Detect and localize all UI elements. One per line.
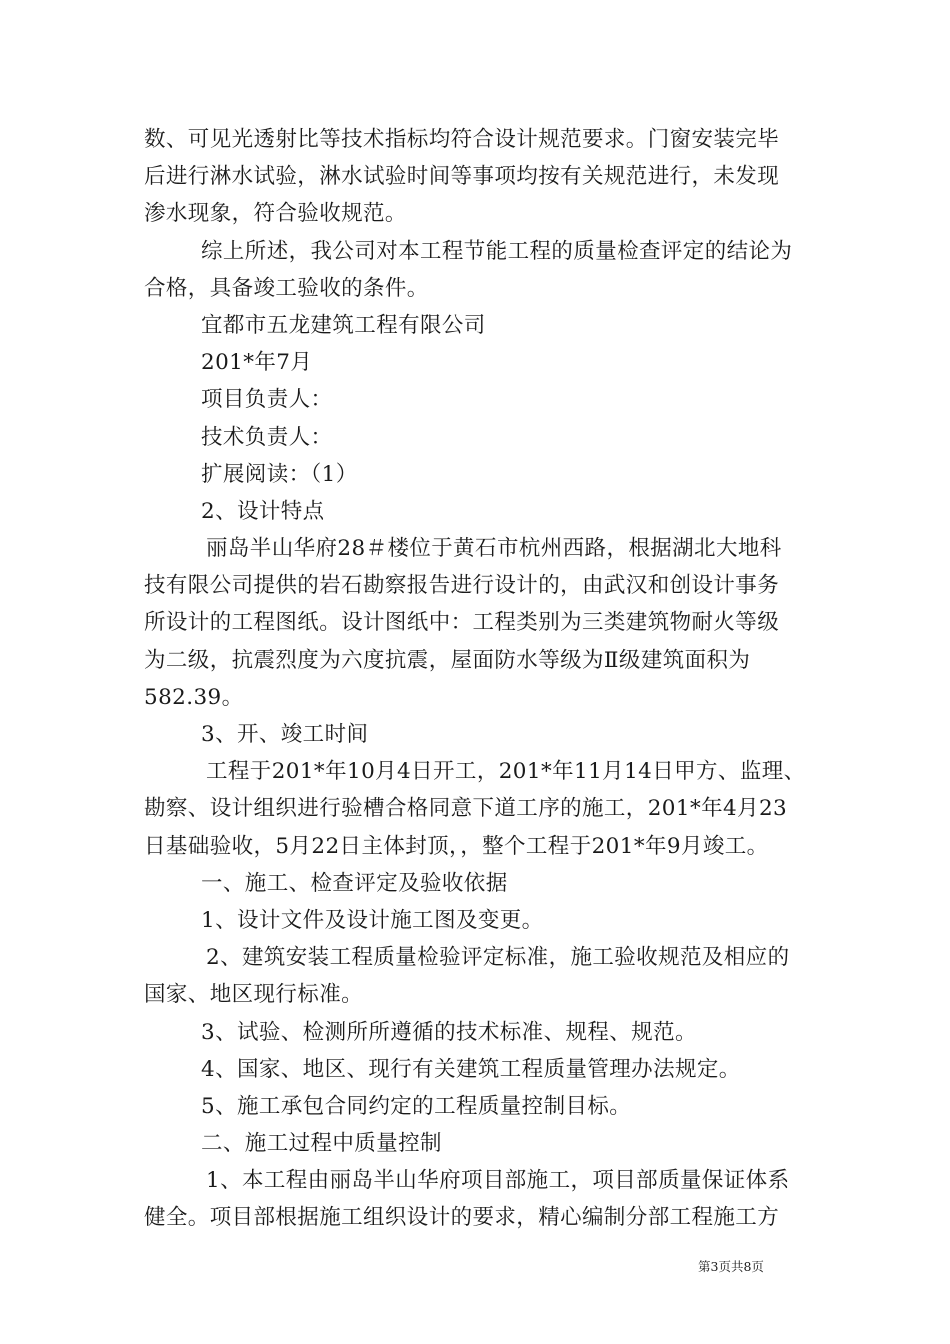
technical-lead-label: 技术负责人：	[201, 424, 333, 450]
section-heading: 2、设计特点	[201, 498, 325, 524]
text-line: 日基础验收，5月22日主体封顶，，整个工程于201*年9月竣工。	[144, 833, 769, 859]
text-line: 582.39。	[144, 684, 244, 710]
text-line: 后进行淋水试验，淋水试验时间等事项均按有关规范进行，未发现	[144, 164, 780, 190]
text-line: 勘察、设计组织进行验槽合格同意下道工序的施工，201*年4月23	[144, 796, 788, 822]
section-heading: 二、施工过程中质量控制	[201, 1131, 442, 1157]
paragraph-start: 1、本工程由丽岛半山华府项目部施工，项目部质量保证体系	[206, 1168, 790, 1194]
company-name: 宜都市五龙建筑工程有限公司	[201, 312, 486, 338]
project-lead-label: 项目负责人：	[201, 387, 333, 413]
paragraph-start: 工程于201*年10月4日开工，201*年11月14日甲方、监理、	[206, 759, 806, 785]
text-line: 合格，具备竣工验收的条件。	[144, 275, 429, 301]
paragraph-start: 综上所述，我公司对本工程节能工程的质量检查评定的结论为	[201, 238, 793, 264]
text-line: 数、可见光透射比等技术指标均符合设计规范要求。门窗安装完毕	[144, 127, 780, 152]
document-body	[144, 121, 824, 1237]
document-date: 201*年7月	[201, 350, 313, 376]
text-line: 为二级，抗震烈度为六度抗震，屋面防水等级为Ⅱ级建筑面积为	[144, 647, 751, 673]
list-item: 1、设计文件及设计施工图及变更。	[201, 907, 544, 933]
list-item: 2、建筑安装工程质量检验评定标准，施工验收规范及相应的	[206, 945, 790, 971]
text-line: 所设计的工程图纸。设计图纸中：工程类别为三类建筑物耐火等级	[144, 610, 780, 636]
text-line: 技有限公司提供的岩石勘察报告进行设计的，由武汉和创设计事务	[144, 573, 780, 599]
list-item: 5、施工承包合同约定的工程质量控制目标。	[201, 1093, 632, 1119]
list-item: 4、国家、地区、现行有关建筑工程质量管理办法规定。	[201, 1056, 741, 1082]
section-heading: 一、施工、检查评定及验收依据	[201, 870, 508, 896]
text-line: 健全。项目部根据施工组织设计的要求，精心编制分部工程施工方	[144, 1205, 780, 1231]
text-line: 渗水现象，符合验收规范。	[144, 201, 407, 227]
extended-reading-heading: 扩展阅读：（1）	[201, 461, 358, 487]
list-item: 3、试验、检测所所遵循的技术标准、规程、规范。	[201, 1019, 697, 1045]
text-line: 国家、地区现行标准。	[144, 982, 364, 1008]
page-number-footer: 第3页共8页	[698, 1259, 764, 1274]
paragraph-start: 丽岛半山华府28＃楼位于黄石市杭州西路，根据湖北大地科	[206, 536, 782, 562]
section-heading: 3、开、竣工时间	[201, 722, 369, 747]
